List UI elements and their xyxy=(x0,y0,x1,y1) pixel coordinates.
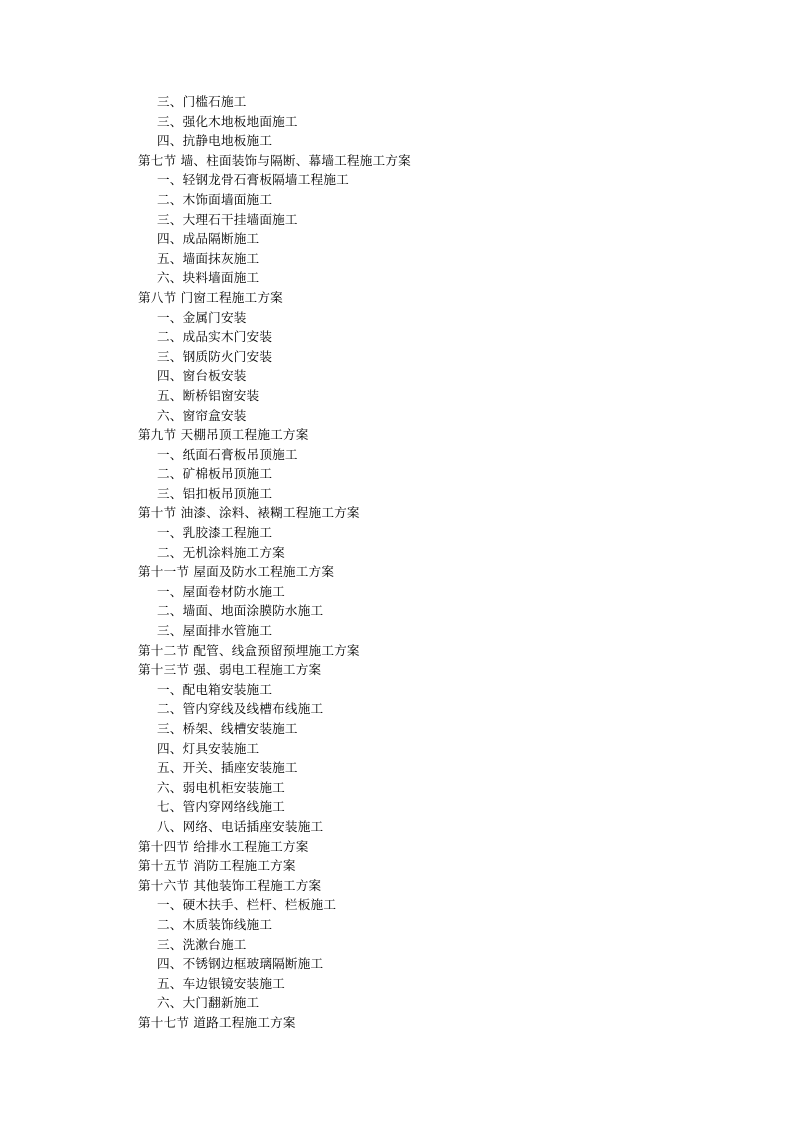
toc-item-entry: 六、块料墙面施工 xyxy=(157,270,260,286)
toc-item-entry: 三、屋面排水管施工 xyxy=(157,623,273,639)
toc-item-entry: 一、硬木扶手、栏杆、栏板施工 xyxy=(157,897,337,913)
toc-item-entry: 二、墙面、地面涂膜防水施工 xyxy=(157,603,324,619)
toc-section-entry: 第七节 墙、柱面装饰与隔断、幕墙工程施工方案 xyxy=(138,152,411,168)
toc-item-entry: 五、开关、插座安装施工 xyxy=(157,760,298,776)
toc-section-entry: 第八节 门窗工程施工方案 xyxy=(138,289,283,305)
toc-item-entry: 三、强化木地板地面施工 xyxy=(157,113,298,129)
toc-item-entry: 三、铝扣板吊顶施工 xyxy=(157,485,273,501)
toc-item-entry: 三、桥架、线槽安装施工 xyxy=(157,721,298,736)
toc-section-entry: 第十六节 其他装饰工程施工方案 xyxy=(138,877,322,893)
toc-section-entry: 第十二节 配管、线盒预留预埋施工方案 xyxy=(138,642,360,658)
toc-item-entry: 四、不锈钢边框玻璃隔断施工 xyxy=(157,956,324,972)
toc-item-entry: 五、车边银镜安装施工 xyxy=(157,975,285,991)
toc-item-entry: 四、窗台板安装 xyxy=(157,368,247,384)
toc-item-entry: 一、乳胶漆工程施工 xyxy=(157,525,273,541)
toc-item-entry: 六、大门翻新施工 xyxy=(157,995,260,1011)
toc-item-entry: 一、金属门安装 xyxy=(157,309,247,325)
toc-item-entry: 二、矿棉板吊顶施工 xyxy=(157,466,273,482)
toc-item-entry: 三、大理石干挂墙面施工 xyxy=(157,211,298,227)
toc-section-entry: 第十节 油漆、涂料、裱糊工程施工方案 xyxy=(138,505,360,521)
table-of-contents xyxy=(138,92,697,1033)
toc-item-entry: 四、成品隔断施工 xyxy=(157,231,260,247)
toc-item-entry: 二、无机涂料施工方案 xyxy=(157,544,285,560)
toc-item-entry: 一、配电箱安装施工 xyxy=(157,681,273,697)
toc-item-entry: 六、窗帘盒安装 xyxy=(157,407,247,423)
toc-item-entry: 三、洗漱台施工 xyxy=(157,936,247,952)
toc-item-entry: 五、断桥铝窗安装 xyxy=(157,387,260,403)
toc-item-entry: 二、木质装饰线施工 xyxy=(157,916,273,932)
toc-section-entry: 第十三节 强、弱电工程施工方案 xyxy=(138,662,322,678)
toc-section-entry: 第九节 天棚吊顶工程施工方案 xyxy=(138,427,309,443)
toc-item-entry: 三、钢质防火门安装 xyxy=(157,348,273,364)
toc-item-entry: 一、轻钢龙骨石膏板隔墙工程施工 xyxy=(157,172,349,188)
toc-item-entry: 八、网络、电话插座安装施工 xyxy=(157,818,324,834)
toc-item-entry: 七、管内穿网络线施工 xyxy=(157,799,285,815)
toc-item-entry: 五、墙面抹灰施工 xyxy=(157,250,260,266)
toc-section-entry: 第十一节 屋面及防水工程施工方案 xyxy=(138,564,335,580)
toc-item-entry: 一、屋面卷材防水施工 xyxy=(157,583,285,599)
toc-item-entry: 二、木饰面墙面施工 xyxy=(157,191,273,207)
toc-item-entry: 四、抗静电地板施工 xyxy=(157,133,273,149)
toc-section-entry: 第十四节 给排水工程施工方案 xyxy=(138,838,309,854)
toc-item-entry: 三、门槛石施工 xyxy=(157,94,247,109)
toc-item-entry: 二、成品实木门安装 xyxy=(157,329,273,345)
toc-item-entry: 二、管内穿线及线槽布线施工 xyxy=(157,701,324,717)
toc-item-entry: 一、纸面石膏板吊顶施工 xyxy=(157,446,298,462)
toc-section-entry: 第十七节 道路工程施工方案 xyxy=(138,1014,296,1030)
toc-item-entry: 六、弱电机柜安装施工 xyxy=(157,779,285,795)
toc-section-entry: 第十五节 消防工程施工方案 xyxy=(138,858,296,874)
toc-item-entry: 四、灯具安装施工 xyxy=(157,740,260,756)
